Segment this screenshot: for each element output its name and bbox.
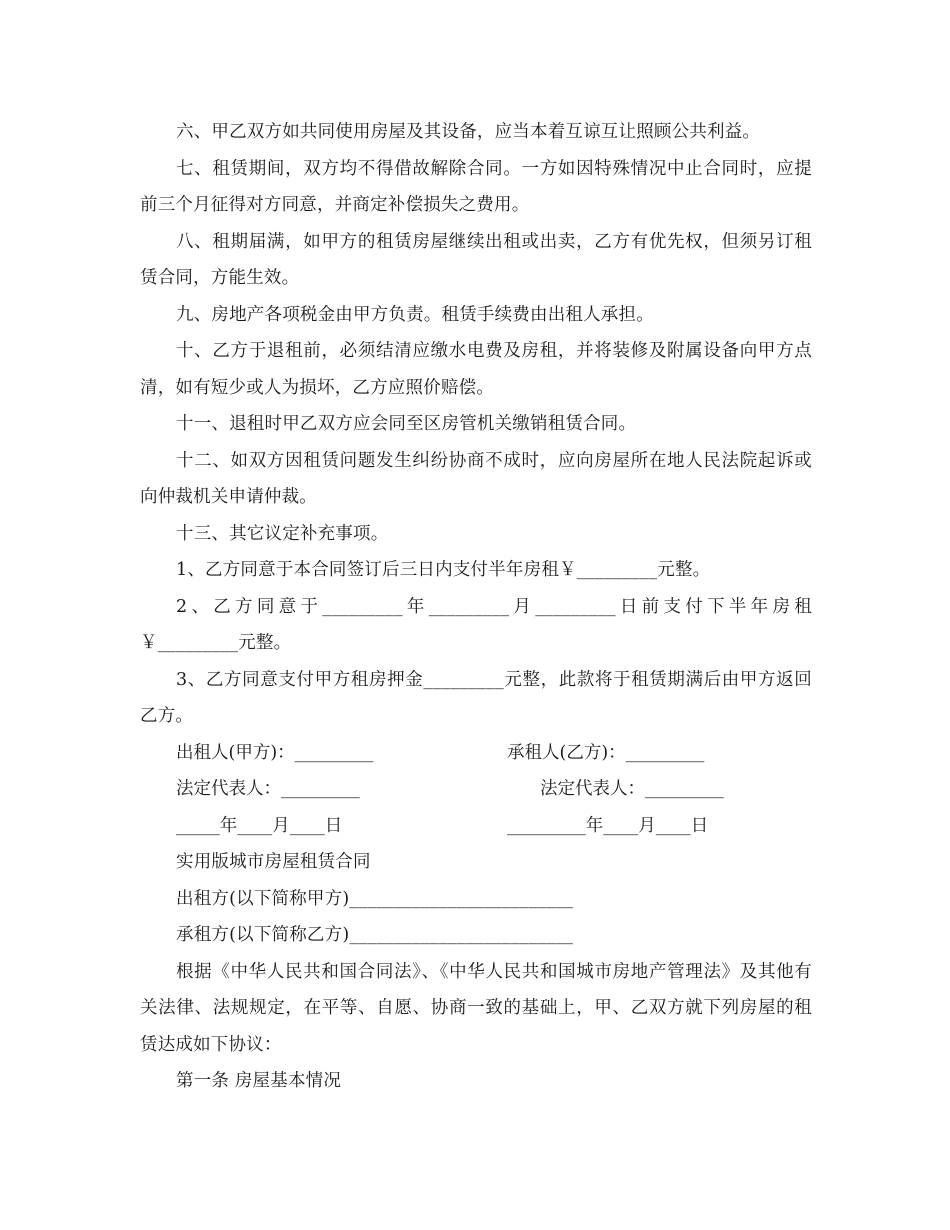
- preamble: 根据《中华人民共和国合同法》、《中华人民共和国城市房地产管理法》及其他有关法律、法规规定，在平等、自愿、协商一致的基础上，甲、乙双方就下列房屋的租赁达成如下协议：: [140, 961, 812, 1055]
- date-right: _________年____月____日: [507, 815, 709, 836]
- representative-right: 法定代表人：_________: [540, 779, 724, 799]
- article-1-heading: 第一条 房屋基本情况: [176, 1071, 342, 1091]
- date-left: _____年____月____日: [176, 815, 343, 836]
- second-contract-title: 实用版城市房屋租赁合同: [176, 852, 371, 872]
- clause-8: 八、租期届满，如甲方的租赁房屋继续出租或出卖，乙方有优先权，但须另订租赁合同，方能生效。: [140, 231, 812, 288]
- clause-11: 十一、退租时甲乙双方应会同至区房管机关缴销租赁合同。: [176, 414, 637, 434]
- clause-9: 九、房地产各项税金由甲方负责。租赁手续费由出租人承担。: [176, 304, 654, 325]
- clause-6: 六、甲乙双方如共同使用房屋及其设备，应当本着互谅互让照顾公共利益。: [176, 122, 761, 142]
- supplement-3: 3、乙方同意支付甲方租房押金_________元整，此款将于租赁期满后由甲方返回乙方。: [140, 669, 812, 726]
- document-body: [140, 114, 812, 1100]
- clause-7: 七、租赁期间，双方均不得借故解除合同。一方如因特殊情况中止合同时，应提前三个月征得对方同意，并商定补偿损失之费用。: [140, 158, 812, 215]
- clause-12: 十二、如双方因租赁问题发生纠纷协商不成时，应向房屋所在地人民法院起诉或向仲裁机关申请仲裁。: [140, 450, 812, 507]
- party-b-line: 承租方(以下简称乙方)_________________________: [176, 925, 574, 945]
- clause-10: 十、乙方于退租前，必须结清应缴水电费及房租，并将装修及附属设备向甲方点清，如有短少或人为损坏，乙方应照价赔偿。: [140, 341, 812, 398]
- signature-row-dates: [140, 808, 812, 845]
- signature-row-parties: [140, 735, 812, 772]
- clause-13: 十三、其它议定补充事项。: [176, 523, 389, 544]
- lessor-signature: 出租人(甲方)：_________: [176, 742, 374, 763]
- supplement-2: 2、乙方同意于_________年_________月_________日前支付下半年房租￥_________元整。: [140, 596, 812, 653]
- lessee-signature: 承租人(乙方)：_________: [507, 742, 705, 763]
- supplement-1: 1、乙方同意于本合同签订后三日内支付半年房租￥_________元整。: [176, 560, 711, 580]
- signature-row-representatives: [140, 771, 812, 808]
- party-a-line: 出租方(以下简称甲方)_________________________: [176, 888, 574, 909]
- representative-left: 法定代表人：_________: [176, 779, 360, 799]
